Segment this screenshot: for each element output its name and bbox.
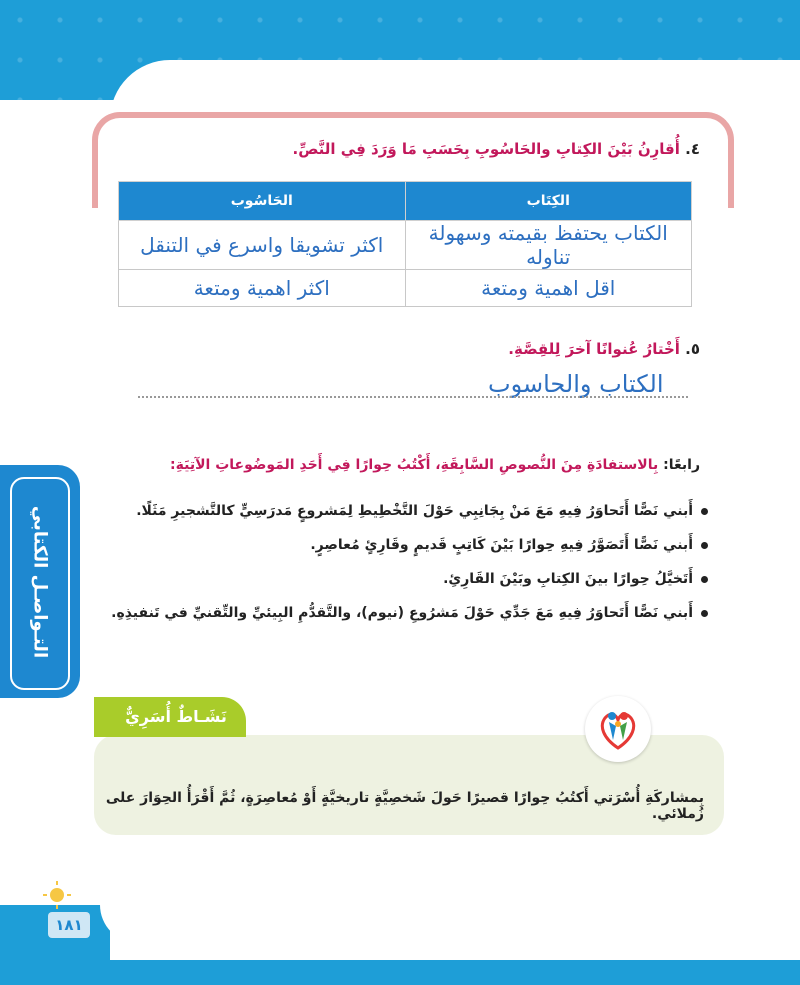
family-activity-title: نَشَـاطٌ أُسَرِيٌّ [125,707,227,726]
list-item [88,562,708,596]
comparison-table [118,181,692,307]
table-cell[interactable]: اقل اهمية ومتعة [405,270,692,307]
bottom-card [100,905,800,943]
section-4-heading [170,457,700,473]
table-cell[interactable]: اكثر تشويقا واسرع في التنقل [119,221,406,270]
question-5-answer[interactable]: الكتاب والحاسوب [488,370,664,398]
table-row [119,270,692,307]
bullet-icon [701,542,708,549]
bullet-icon [701,508,708,515]
question-4-title [293,140,700,158]
family-activity-text: بِمشاركَةِ أُسْرَتي أَكتُبُ حِوارًا قصيرًا حَولَ شَخصِيَّةٍ تاريخيَّةٍ أَوْ مُعاصِرَةٍ، ثُمَّ أَقْرَأُ الحِوَارَ على زُملائي. [105,790,704,822]
question-5-text: أَخْتارُ عُنوانًا آخرَ لِلقِصَّةِ. [508,340,680,358]
page-number: ١٨١ [48,912,90,938]
list-item [88,596,708,630]
list-item-text: أَبني نَصًّا أَتَصَوَّرُ فِيهِ حِوارًا بَيْنَ كَاتِبٍ قَديمٍ وقَارِئٍ مُعاصِرٍ. [310,537,693,553]
answer-dotted-line [138,396,688,398]
list-item [88,528,708,562]
section-4-label: رابعًا: [663,457,700,473]
topic-list [88,494,708,630]
side-section-label: التـواصـل الكتابي [29,505,51,659]
question-5-title [508,340,700,358]
list-item-text: أَتَخيَّلُ حِوارًا بينَ الكِتابِ وبَيْنَ القَارِئِ. [443,571,693,587]
list-item-text: أَبني نَصًّا أَتَحاوَرُ فِيهِ مَعَ مَنْ بِجَانِبِي حَوْلَ التَّخْطِيطِ لِمَشروعٍ مَدرَسِيٍّ كالتَّشجيرِ مَثَلًا. [136,503,693,519]
question-5-number: ٥. [685,340,700,358]
bullet-icon [701,610,708,617]
table-header-book: الكِتَاب [405,182,692,221]
table-header-row [119,182,692,221]
table-row [119,221,692,270]
list-item-text: أَبني نَصًّا أَتَحاوَرُ فِيهِ مَعَ جَدِّي حَوْلَ مَشرُوعِ (نيوم)، والتَّقدُّمِ البِيئيِّ والتِّقنيِّ في تَنفيذِهِ. [111,605,693,621]
family-icon [585,696,651,762]
question-4-text: أُقارِنُ بَيْنَ الكِتابِ والحَاسُوبِ بِحَسَبِ مَا وَرَدَ فِي النَّصِّ. [292,140,680,158]
table-header-computer: الحَاسُوب [119,182,406,221]
question-4-number: ٤. [685,140,700,158]
bullet-icon [701,576,708,583]
list-item [88,494,708,528]
section-4-text: بِالاستفادَةِ مِنَ النُّصوصِ السَّابِقَةِ، أَكْتُبُ حِوارًا فِي أَحَدِ المَوضُوعاتِ الآتِيَةِ: [170,457,659,473]
sun-icon [42,880,72,910]
table-cell[interactable]: اكثر اهمية ومتعة [119,270,406,307]
family-activity-header [94,697,246,737]
table-cell[interactable]: الكتاب يحتفظ بقيمته وسهولة تناوله [405,221,692,270]
